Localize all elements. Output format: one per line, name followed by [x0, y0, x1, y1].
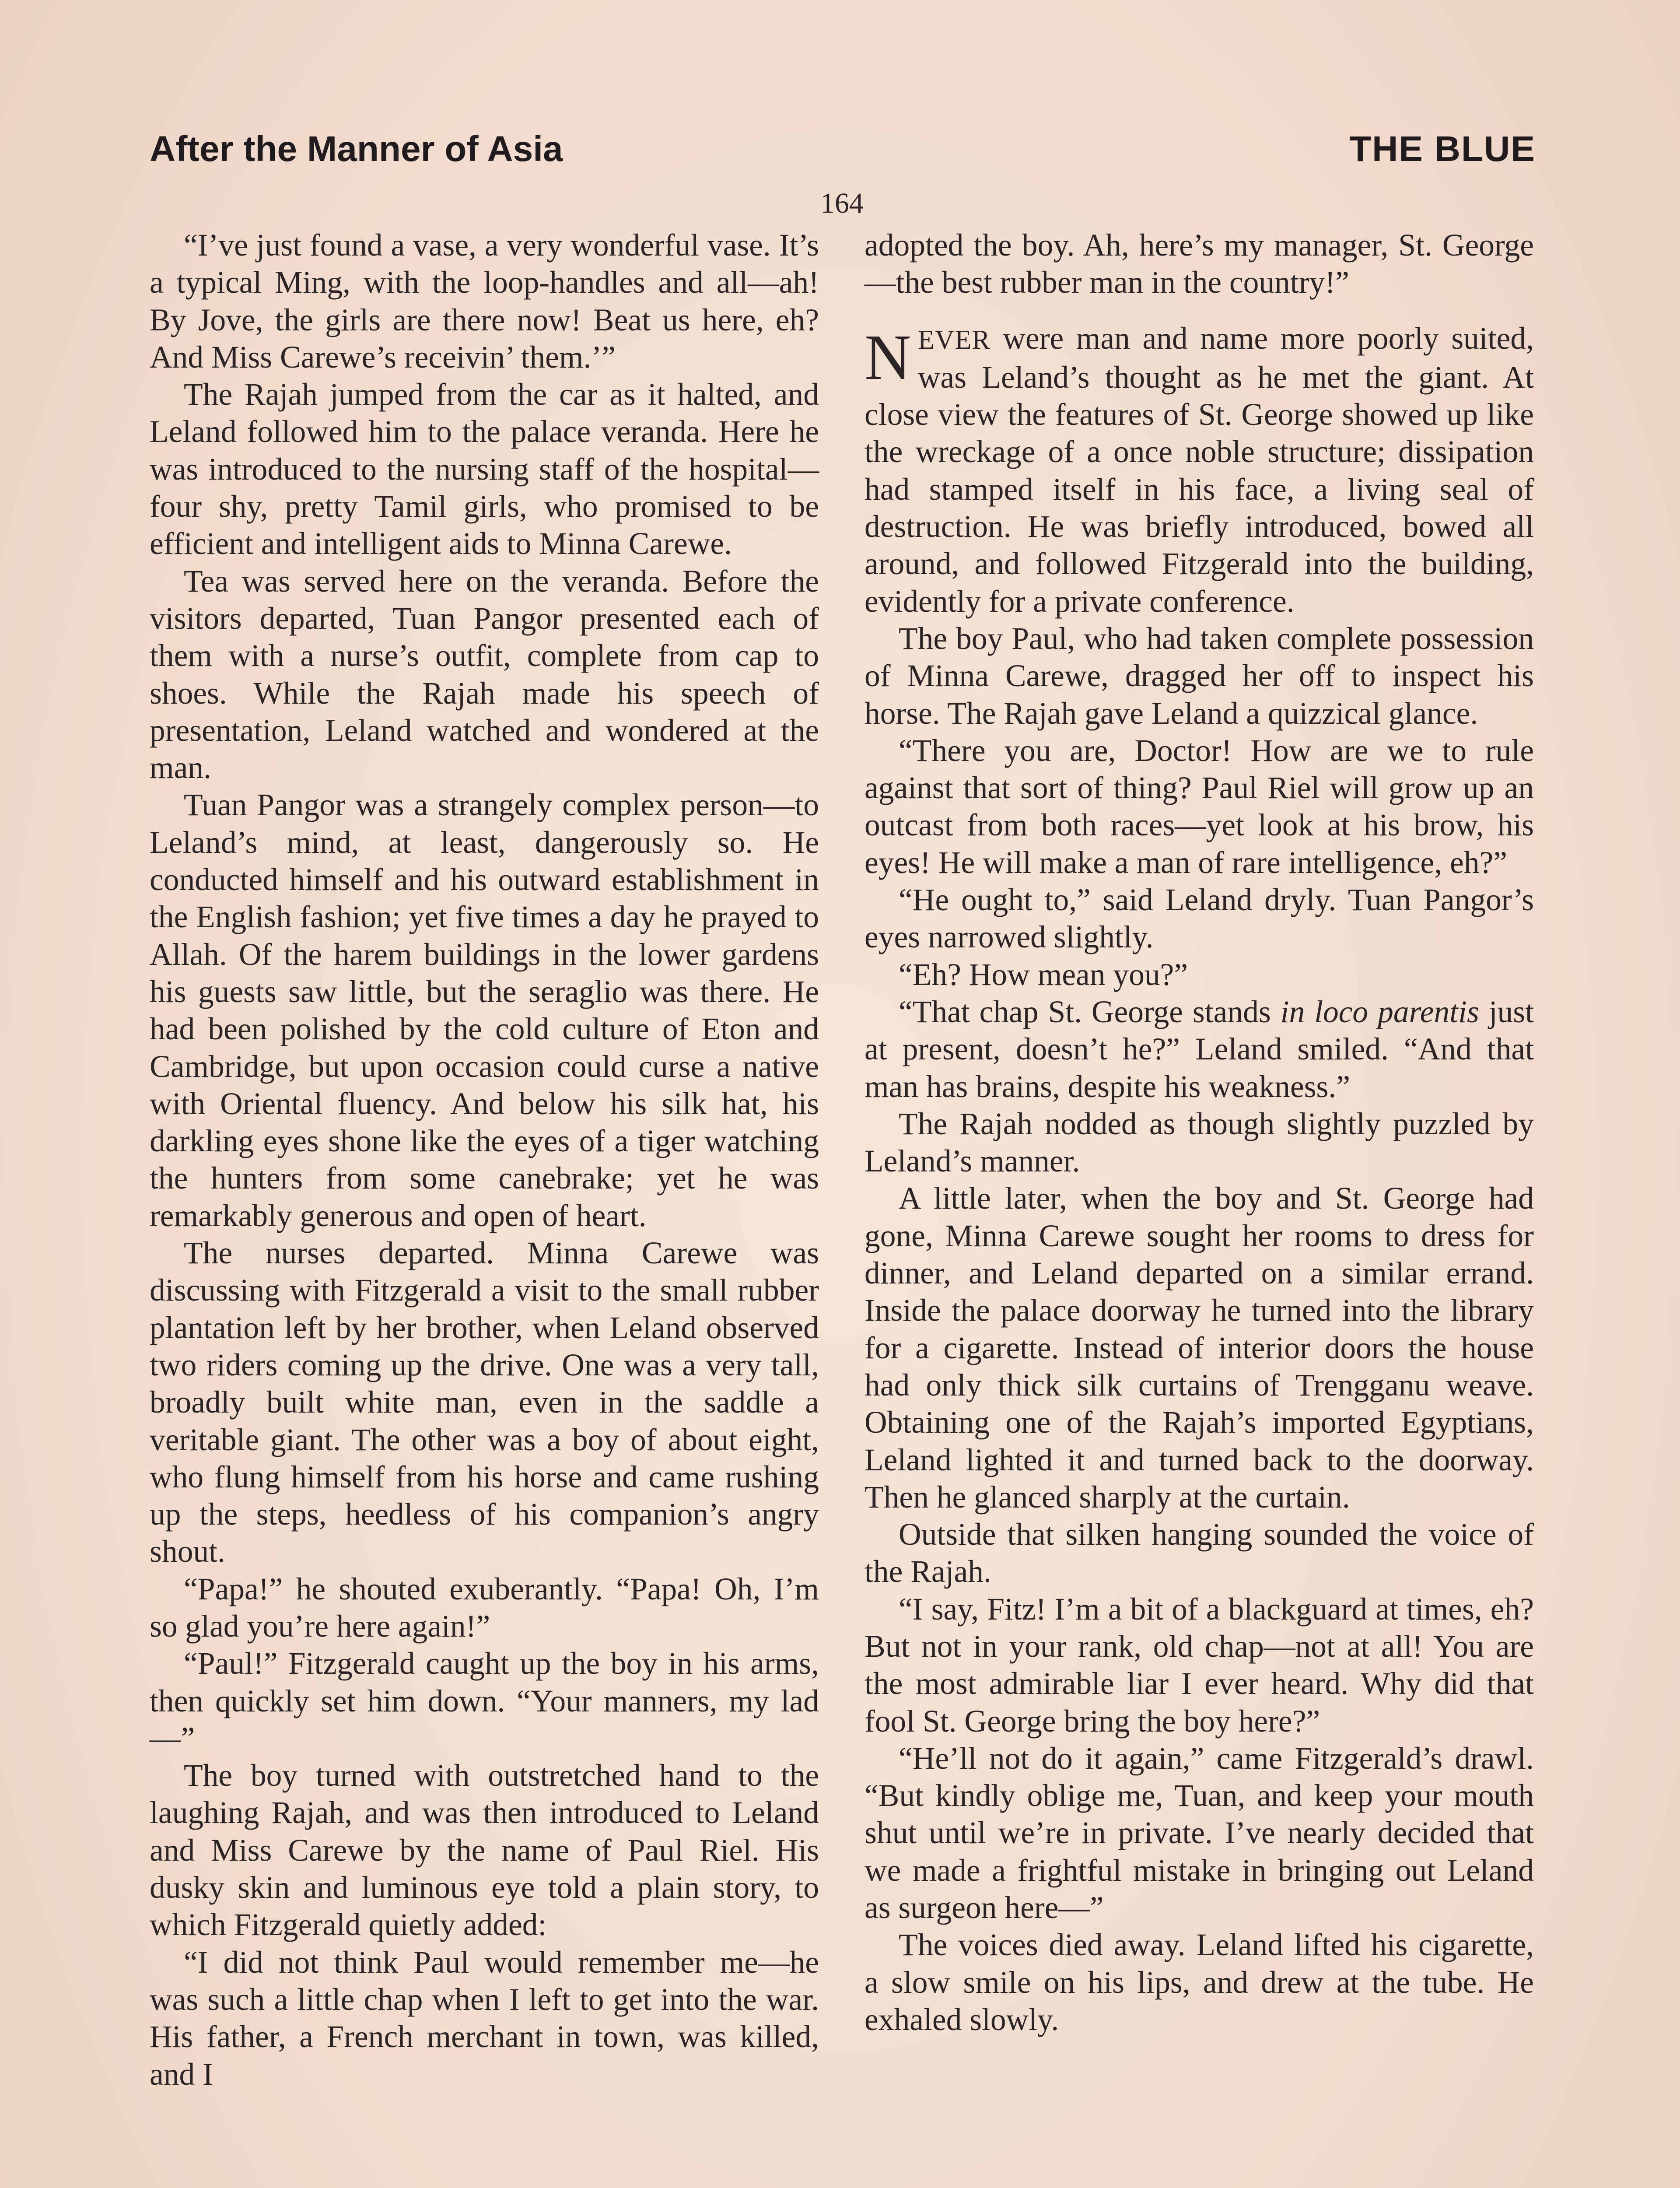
paragraph	[864, 993, 1534, 1105]
paragraph: Tuan Pangor was a strangely complex person—to Leland’s mind, at least, dangerously so. He conducted himself and his outward establishment in the English fashion; yet five times a day he prayed to Allah. Of the harem buildings in the lower gardens his guests saw little, but the seraglio was there. He had been polished by the cold culture of Eton and Cambridge, but upon occasion could curse a native with Oriental fluency. And below his silk hat, his darkling eyes shone like the eyes of a tiger watching the hunters from some canebrake; yet he was remarkably generous and open of heart.	[150, 788, 819, 1233]
drop-cap-lead-word: NEVER	[864, 321, 990, 393]
paragraph: Tea was served here on the veranda. Before the visitors departed, Tuan Pangor presented each of them with a nurse’s outfit, complete from cap to shoes. While the Rajah made his speech of presentation, Leland watched and wondered at the man.	[150, 564, 819, 785]
paragraph: The nurses departed. Minna Carewe was discussing with Fitzgerald a visit to the small rubber plantation left by her brother, when Leland observed two riders coming up the drive. One was a very tall, broadly built white man, even in the saddle a veritable giant. The other was a boy of about eight, who flung himself from his horse and came rushing up the steps, heedless of his companion’s angry shout.	[150, 1236, 819, 1569]
paragraph: “I did not think Paul would remember me—he was such a little chap when I left to get into the war. His father, a French merchant in town, was killed, and I	[150, 1945, 819, 2092]
paragraph: The voices died away. Leland lifted his cigarette, a slow smile on his lips, and drew at the tube. He exhaled slowly.	[864, 1928, 1534, 2037]
paragraph: “Paul!” Fitzgerald caught up the boy in his arms, then quickly set him down. “Your manners, my lad—”	[150, 1646, 819, 1756]
paragraph: The boy turned with outstretched hand to the laughing Rajah, and was then introduced to Leland and Miss Carewe by the name of Paul Riel. His dusky skin and luminous eye told a plain story, to which Fitzgerald quietly added:	[150, 1758, 819, 1943]
magazine-name: THE BLUE	[1349, 129, 1536, 169]
story-title: After the Manner of Asia	[150, 129, 563, 169]
italic-phrase: in loco parentis	[1280, 994, 1479, 1029]
paragraph-text: just at present, doesn’t he?” Leland smiled. “And that man has brains, despite his weakness.”	[864, 994, 1534, 1104]
page-number: 164	[820, 187, 864, 219]
paragraph: The Rajah nodded as though slightly puzzled by Leland’s manner.	[864, 1106, 1534, 1179]
left-text-column	[150, 227, 819, 2093]
paragraph-text: “That chap St. George stands	[899, 994, 1281, 1029]
paragraph: “I say, Fitz! I’m a bit of a blackguard at times, eh? But not in your rank, old chap—not at all! You are the most admirable liar I ever heard. Why did that fool St. George bring the boy here?”	[864, 1592, 1534, 1739]
right-text-column	[864, 227, 1534, 2038]
paragraph: adopted the boy. Ah, here’s my manager, St. George—the best rubber man in the country!”	[864, 228, 1534, 300]
section-opening-paragraph	[864, 320, 1534, 620]
paragraph: “Eh? How mean you?”	[899, 957, 1188, 992]
paragraph-text: were man and name more poorly suited, was Leland’s thought as he met the giant. At close view the features of St. George showed up like the wreckage of a once noble structure; dissipation had stamped itself in his face, a living seal of destruction. He was briefly introduced, bowed all around, and followed Fitzgerald into the building, evidently for a private conference.	[864, 321, 1534, 619]
paragraph: “He’ll not do it again,” came Fitzgerald’s drawl. “But kindly oblige me, Tuan, and keep your mouth shut until we’re in private. I’ve nearly decided that we made a frightful mistake in bringing out Leland as surgeon here—”	[864, 1741, 1534, 1925]
paragraph: The boy Paul, who had taken complete possession of Minna Carewe, dragged her off to inspect his horse. The Rajah gave Leland a quizzical glance.	[864, 621, 1534, 731]
paragraph: Outside that silken hanging sounded the voice of the Rajah.	[864, 1517, 1534, 1589]
paragraph: A little later, when the boy and St. George had gone, Minna Carewe sought her rooms to dress for dinner, and Leland departed on a similar errand. Inside the palace doorway he turned into the library for a cigarette. Instead of interior doors the house had only thick silk curtains of Trengganu weave. Obtaining one of the Rajah’s imported Egyptians, Leland lighted it and turned back to the doorway. Then he glanced sharply at the curtain.	[864, 1181, 1534, 1515]
paragraph: “There you are, Doctor! How are we to rule against that sort of thing? Paul Riel will grow up an outcast from both races—yet look at his brow, his eyes! He will make a man of rare intelligence, eh?”	[864, 733, 1534, 880]
paragraph: “I’ve just found a vase, a very wonderful vase. It’s a typical Ming, with the loop-handles and all—ah! By Jove, the girls are there now! Beat us here, eh? And Miss Carewe’s receivin’ them.’”	[150, 228, 819, 375]
paragraph: The Rajah jumped from the car as it halted, and Leland followed him to the palace veranda. Here he was introduced to the nursing staff of the hospital—four shy, pretty Tamil girls, who promised to be efficient and intelligent aids to Minna Carewe.	[150, 377, 819, 561]
paragraph: “He ought to,” said Leland dryly. Tuan Pangor’s eyes narrowed slightly.	[864, 883, 1534, 955]
paragraph: “Papa!” he shouted exuberantly. “Papa! Oh, I’m so glad you’re here again!”	[150, 1571, 819, 1644]
